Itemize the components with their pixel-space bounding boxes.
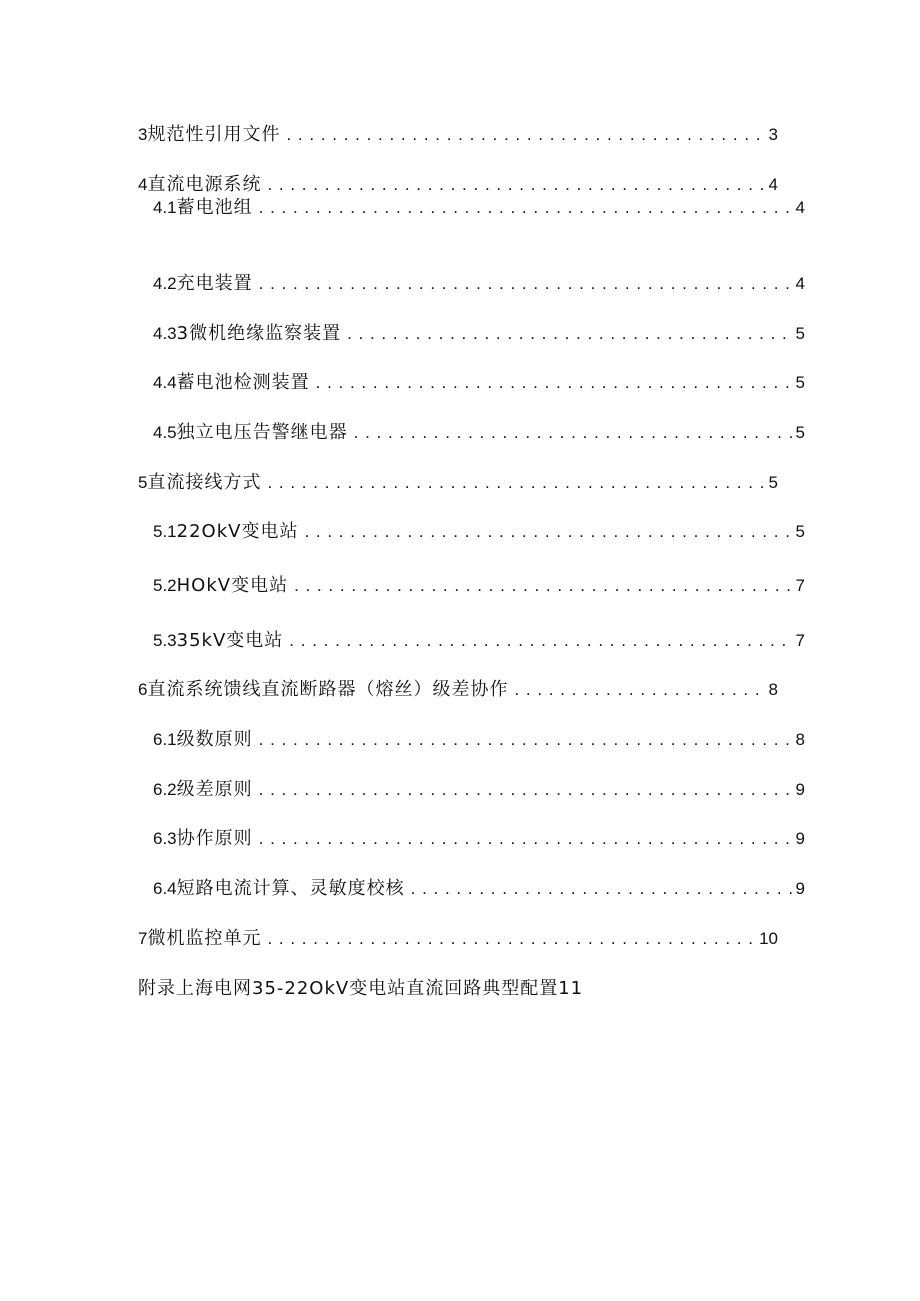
entry-number: 4.4 <box>153 373 177 392</box>
toc-entry-5-3[interactable] <box>153 626 805 656</box>
entry-title: 独立电压告警继电器 <box>176 422 348 443</box>
toc-entry-6-4[interactable] <box>153 874 805 904</box>
entry-number: 6.4 <box>153 879 177 898</box>
entry-title: 协作原则 <box>176 828 253 849</box>
dot-leader <box>514 675 764 705</box>
toc-entry-5-1[interactable] <box>153 517 805 547</box>
toc-entry-4-4[interactable] <box>153 368 805 398</box>
entry-title: 充电装置 <box>176 273 253 294</box>
entry-page-number: 8 <box>768 680 778 699</box>
entry-page-number: 5 <box>795 522 805 541</box>
entry-title: 直流接线方式 <box>147 472 262 493</box>
entry-number: 5.3 <box>153 631 177 650</box>
entry-title: 22OkV变电站 <box>176 521 299 542</box>
entry-title: 短路电流计算、灵敏度校核 <box>176 878 405 899</box>
entry-number: 5.2 <box>153 576 177 595</box>
toc-entry-6-3[interactable] <box>153 824 805 854</box>
entry-number: 3 <box>138 125 148 144</box>
toc-entry-7[interactable] <box>138 924 778 954</box>
toc-entry-4-1[interactable] <box>153 193 805 223</box>
entry-page-number: 4 <box>795 198 805 217</box>
dot-leader <box>289 626 791 656</box>
toc-entry-5-2[interactable] <box>153 571 805 601</box>
entry-page-number: 5 <box>795 324 805 343</box>
entry-title: 3微机绝缘监察装置 <box>176 323 342 344</box>
dot-leader <box>294 571 791 601</box>
entry-page-number: 4 <box>768 175 778 194</box>
entry-number: 4.5 <box>153 423 177 442</box>
entry-title: 35kV变电站 <box>176 630 284 651</box>
dot-leader <box>259 775 792 805</box>
dot-leader <box>286 120 764 150</box>
entry-number: 6.2 <box>153 780 177 799</box>
entry-number: 4 <box>138 175 148 194</box>
entry-title: 蓄电池组 <box>176 197 253 218</box>
dot-leader <box>259 269 792 299</box>
entry-number: 5.1 <box>153 522 177 541</box>
dot-leader <box>354 418 792 448</box>
dot-leader <box>259 193 792 223</box>
dot-leader <box>304 517 791 547</box>
toc-entry-4-3[interactable] <box>153 319 805 349</box>
entry-page-number: 10 <box>759 929 778 948</box>
entry-page-number: 9 <box>795 780 805 799</box>
entry-page-number: 7 <box>795 576 805 595</box>
entry-page-number: 9 <box>795 879 805 898</box>
entry-number: 4.2 <box>153 274 177 293</box>
entry-page-number: 9 <box>795 829 805 848</box>
entry-number: 4.3 <box>153 324 177 343</box>
dot-leader <box>267 924 755 954</box>
entry-title: 蓄电池检测装置 <box>176 372 310 393</box>
entry-number: 5 <box>138 473 148 492</box>
entry-number: 4.1 <box>153 198 177 217</box>
dot-leader <box>411 874 792 904</box>
entry-page-number: 5 <box>795 373 805 392</box>
entry-number: 7 <box>138 929 148 948</box>
toc-entry-6-1[interactable] <box>153 725 805 755</box>
toc-entry-appendix[interactable] <box>138 974 798 1004</box>
toc-entry-3[interactable] <box>138 120 778 150</box>
entry-page-number: 4 <box>795 274 805 293</box>
toc-entry-5[interactable] <box>138 468 778 498</box>
entry-page-number: 8 <box>795 730 805 749</box>
entry-number: 6.3 <box>153 829 177 848</box>
toc-entry-6[interactable] <box>138 675 778 705</box>
entry-page-number: 7 <box>795 631 805 650</box>
entry-number: 6.1 <box>153 730 177 749</box>
entry-title: 规范性引用文件 <box>147 124 281 145</box>
toc-entry-4-2[interactable] <box>153 269 805 299</box>
dot-leader <box>259 725 792 755</box>
toc-entry-6-2[interactable] <box>153 775 805 805</box>
entry-page-number: 3 <box>768 125 778 144</box>
dot-leader <box>316 368 792 398</box>
entry-page-number: 5 <box>795 423 805 442</box>
dot-leader <box>267 468 764 498</box>
appendix-title: 附录上海电网35-22OkV变电站直流回路典型配置11 <box>138 978 584 999</box>
entry-title: 微机监控单元 <box>147 928 262 949</box>
entry-page-number: 5 <box>768 473 778 492</box>
dot-leader <box>347 319 791 349</box>
entry-title: HOkV变电站 <box>176 575 289 596</box>
entry-number: 6 <box>138 680 148 699</box>
entry-title: 直流系统馈线直流断路器（熔丝）级差协作 <box>147 679 509 700</box>
dot-leader <box>259 824 792 854</box>
entry-title: 级数原则 <box>176 729 253 750</box>
entry-title: 直流电源系统 <box>147 174 262 195</box>
entry-title: 级差原则 <box>176 779 253 800</box>
toc-entry-4-5[interactable] <box>153 418 805 448</box>
